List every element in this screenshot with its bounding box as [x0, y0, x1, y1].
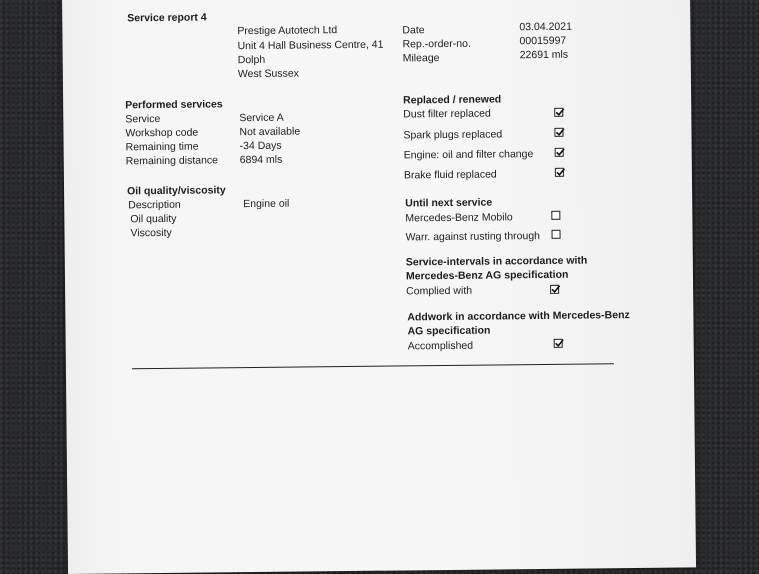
- complied-with-label: Complied with: [406, 284, 473, 298]
- replaced-heading: Replaced / renewed: [403, 93, 502, 107]
- complied-with-checkbox[interactable]: [550, 285, 559, 294]
- date-value: 03.04.2021: [519, 20, 572, 34]
- checkmark-icon: [554, 127, 565, 138]
- accomplished-label: Accomplished: [407, 339, 474, 353]
- checkmark-icon: [555, 167, 566, 178]
- checkmark-icon: [554, 107, 565, 118]
- checkmark-icon: [554, 338, 565, 349]
- service-label: Service: [125, 112, 161, 126]
- checkmark-icon: [555, 147, 566, 158]
- remaining-distance-value: 6894 mls: [239, 153, 283, 167]
- intervals-heading-line2: Mercedes-Benz AG specification: [405, 268, 569, 283]
- oil-filter-change-checkbox[interactable]: [555, 148, 564, 157]
- workshop-address-line3: West Sussex: [237, 67, 299, 81]
- oil-heading: Oil quality/viscosity: [127, 184, 226, 198]
- mobilo-label: Mercedes-Benz Mobilo: [405, 211, 513, 225]
- brake-fluid-checkbox[interactable]: [555, 168, 564, 177]
- dust-filter-label: Dust filter replaced: [403, 107, 491, 121]
- date-label: Date: [402, 24, 425, 37]
- brake-fluid-label: Brake fluid replaced: [403, 168, 497, 182]
- addwork-heading-line2: AG specification: [407, 324, 491, 338]
- workshop-code-value: Not available: [239, 125, 301, 139]
- checkmark-icon: [550, 284, 561, 295]
- dust-filter-checkbox[interactable]: [554, 108, 563, 117]
- oil-description-label: Description: [128, 198, 181, 212]
- intervals-heading-line1: Service-intervals in accordance with: [405, 254, 588, 269]
- service-report-paper: [62, 0, 696, 574]
- oil-quality-label: Oil quality: [130, 212, 177, 226]
- rust-warranty-label: Warr. against rusting through: [405, 230, 541, 244]
- remaining-time-label: Remaining time: [125, 140, 199, 154]
- addwork-heading-line1: Addwork in accordance with Mercedes-Benz: [407, 309, 630, 324]
- workshop-name: Prestige Autotech Ltd: [237, 24, 338, 38]
- until-next-heading: Until next service: [405, 196, 493, 210]
- mileage-value: 22691 mls: [519, 48, 569, 62]
- mobilo-checkbox[interactable]: [551, 211, 560, 220]
- accomplished-checkbox[interactable]: [554, 339, 563, 348]
- spark-plugs-checkbox[interactable]: [554, 128, 563, 137]
- workshop-code-label: Workshop code: [125, 126, 199, 140]
- workshop-address-line1: Unit 4 Hall Business Centre, 41: [237, 38, 384, 53]
- order-number-label: Rep.-order-no.: [402, 37, 471, 51]
- bottom-divider: [132, 363, 614, 369]
- mileage-label: Mileage: [402, 52, 440, 65]
- report-title: Service report 4: [127, 11, 207, 25]
- service-value: Service A: [239, 111, 284, 125]
- spark-plugs-label: Spark plugs replaced: [403, 128, 503, 142]
- oil-description-value: Engine oil: [243, 197, 290, 211]
- rust-warranty-checkbox[interactable]: [551, 230, 560, 239]
- performed-services-heading: Performed services: [125, 98, 223, 112]
- remaining-time-value: -34 Days: [239, 139, 282, 153]
- oil-filter-change-label: Engine: oil and filter change: [403, 148, 534, 162]
- order-number-value: 00015997: [519, 34, 567, 48]
- viscosity-label: Viscosity: [130, 226, 172, 240]
- workshop-address-line2: Dolph: [237, 53, 266, 67]
- remaining-distance-label: Remaining distance: [125, 154, 219, 168]
